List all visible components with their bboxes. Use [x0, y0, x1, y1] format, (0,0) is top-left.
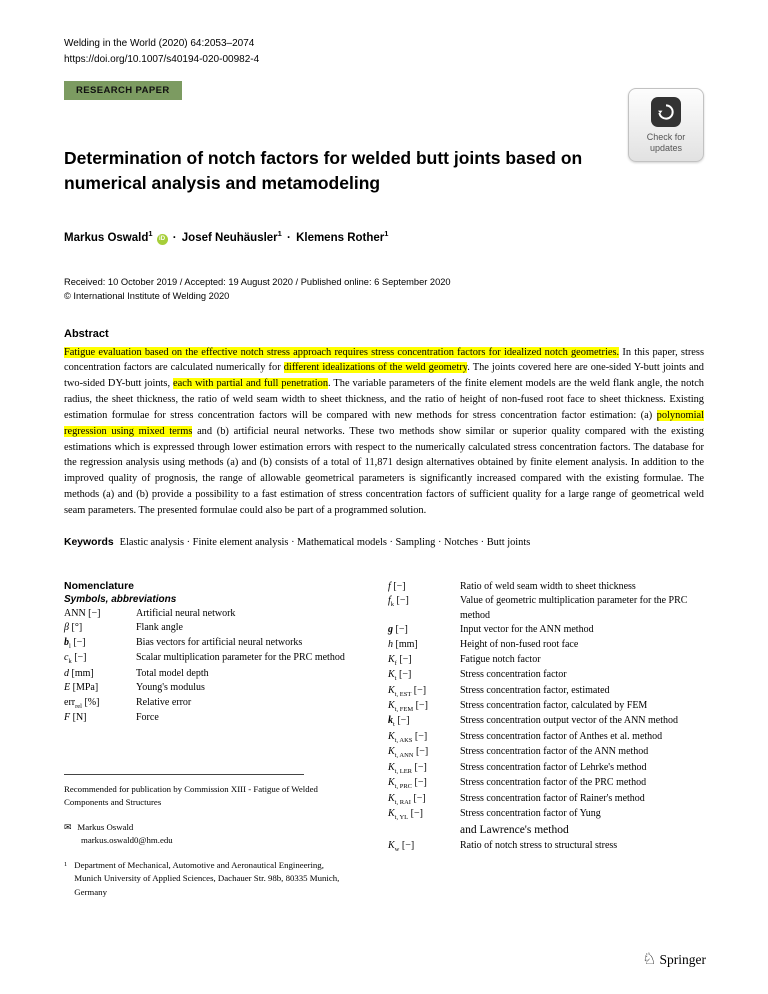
nomenclature-row: $f_k$ [−] Value of geometric multiplication parameter for the PRC method: [388, 595, 688, 621]
nomenclature-row: $K_{t, AKS}$ [−] Stress concentration factor of Anthes et al. method: [388, 730, 663, 744]
publisher-name: Springer: [659, 952, 706, 967]
check-for-updates-line1: Check for: [646, 132, 686, 142]
publisher-logo: [642, 952, 706, 968]
abstract-segment: Fatigue evaluation based on the effective notch stress approach requires stress concentration factors for idealized notch geometries.: [64, 346, 620, 358]
correspondence-line: [64, 821, 362, 834]
abstract-segment: different idealizations of the weld geometry: [283, 362, 468, 374]
nomenclature-row: err$_{rel}$ [%] Relative error: [64, 696, 192, 710]
abstract-segment: In this paper, stress concentration factors are calculated numerically for: [64, 346, 704, 374]
doi-link[interactable]: https://doi.org/10.1007/s40194-020-00982-4: [64, 53, 260, 65]
nomenclature-row: $K_{t, YL}$ [−] Stress concentration factor of Yung and Lawrence's method: [388, 808, 601, 836]
nomenclature-row: $K_{t, PRC}$ [−] Stress concentration factor of the PRC method: [388, 777, 647, 791]
abstract-segment: and (b) artificial neural networks. These two methods show similar or superior quality compared with the existing estimations which is expressed through lower estimation errors with respect to the numerically calculated stress concentration factors. The database for the regression analysis using methods (a) and (b) consists of a total of 11,871 design alternatives obtained by finite element analysis. In addition to the improved quality of prognosis, the range of allowable geometrical parameters is significantly increased compared with the existing formulae. The methods (a) and (b) provide a possibility to a fast estimation of stress concentration factors of sufficient quality for a large range of geometrical weld seam parameters. The presented formulae could also be part of a programmed solution.: [64, 425, 704, 516]
correspondence-email[interactable]: markus.oswald0@hm.edu: [81, 834, 173, 845]
abstract-segment: . The joints covered here are one-sided Y-butt joints and two-sided DY-butt joints,: [64, 362, 704, 390]
nomenclature-row: $K_{t, FEM}$ [−] Stress concentration factor, calculated by FEM: [388, 700, 648, 713]
nomenclature-row: $K_{t, ANN}$ [−] Stress concentration factor of the ANN method: [388, 746, 649, 760]
nomenclature-row: g [−] Input vector for the ANN method: [388, 624, 594, 636]
nomenclature-row: $b_l$ [−] Bias vectors for artificial neural networks: [64, 636, 303, 650]
abstract-segment: polynomial regression using mixed terms: [64, 409, 704, 437]
keywords-text: Elastic analysis · Finite element analysis · Mathematical models · Sampling · Notches · Butt joints: [119, 536, 531, 548]
recommended-note: Recommended for publication by Commission XIII - Fatigue of Welded Components and Structures: [64, 784, 318, 808]
nomenclature-left: [64, 607, 362, 726]
keywords-label: Keywords: [64, 536, 114, 548]
nomenclature-row: f [−] Ratio of weld seam width to sheet thickness: [388, 580, 636, 592]
article-history: Received: 10 October 2019 / Accepted: 19 August 2020 / Published online: 6 September 2020: [64, 276, 451, 287]
authors-line: [64, 229, 704, 245]
check-for-updates-line2: updates: [649, 143, 683, 154]
correspondence-name: Markus Oswald: [77, 822, 134, 833]
nomenclature-row: ANN [−] Artificial neural network: [64, 607, 236, 619]
abstract-text: [64, 345, 704, 519]
footnote-block: [64, 774, 362, 899]
author-separator: ·: [169, 231, 180, 244]
nomenclature-row: $K_t$ [−] Stress concentration factor: [388, 669, 567, 683]
nomenclature-right-column: [388, 580, 704, 900]
article-type-badge: RESEARCH PAPER: [64, 81, 182, 100]
affiliation-line: [64, 859, 344, 900]
nomenclature-row: $K_w$ [−] Ratio of notch stress to structural stress: [388, 839, 618, 853]
author-name: Klemens Rother$^1$: [296, 229, 389, 244]
abstract-segment: each with partial and full penetration: [173, 378, 329, 390]
journal-citation: Welding in the World (2020) 64:2053–2074: [64, 38, 255, 49]
nomenclature-left-column: [64, 580, 362, 900]
author-name: Markus Oswald$^1$iD: [64, 232, 168, 244]
nomenclature-subheading: Symbols, abbreviations: [64, 593, 177, 605]
nomenclature-heading: Nomenclature: [64, 579, 135, 592]
abstract-heading: Abstract: [64, 327, 109, 340]
nomenclature-row: $K_{t, EST}$ [−] Stress concentration factor, estimated: [388, 684, 610, 698]
author-separator: ·: [283, 231, 295, 244]
author-name: Josef Neuhäusler$^1$: [181, 229, 282, 244]
crossmark-icon: [651, 97, 681, 127]
nomenclature-columns: [64, 580, 704, 900]
article-title: Determination of notch factors for welded butt joints based on numerical analysis and metamodeling: [64, 148, 583, 193]
check-for-updates-badge[interactable]: [628, 88, 704, 162]
nomenclature-row: h [mm] Height of non-fused root face: [388, 638, 579, 650]
nomenclature-right: [388, 580, 704, 855]
nomenclature-row: β [°] Flank angle: [64, 622, 183, 634]
nomenclature-row: $k_t$ [−] Stress concentration output vector of the ANN method: [388, 715, 679, 729]
springer-horse-icon: ♘: [642, 951, 657, 968]
orcid-icon[interactable]: iD: [157, 234, 168, 245]
nomenclature-row: $K_f$ [−] Fatigue notch factor: [388, 653, 541, 667]
footnote-divider: [64, 774, 304, 775]
abstract-segment: . The variable parameters of the finite element models are the weld flank angle, the notch radius, the sheet thickness, the ratio of weld seam width to sheet thickness, and the ratio of height of non-fused root face to sheet thickness. Existing estimation formulae for stress concentration factors will be compared with new methods for stress concentration factor estimation: (a): [64, 378, 705, 421]
nomenclature-row: $K_{t, LER}$ [−] Stress concentration factor of Lehrke's method: [388, 761, 647, 775]
nomenclature-row: d [mm] Total model depth: [64, 667, 209, 679]
keywords-line: [64, 537, 704, 548]
copyright-line: © International Institute of Welding 2020: [64, 291, 230, 302]
nomenclature-row: $c_k$ [−] Scalar multiplication parameter for the PRC method: [64, 652, 345, 666]
affiliation-marker: 1: [64, 860, 68, 868]
nomenclature-row: $K_{t, RAI}$ [−] Stress concentration factor of Rainer's method: [388, 792, 645, 806]
nomenclature-row: F [N] Force: [64, 712, 159, 724]
envelope-icon: ✉: [64, 822, 72, 833]
affiliation-text: Department of Mechanical, Automotive and Aeronautical Engineering, Munich University of Applied Sciences, Dachauer Str. 98b, 80335 Munich, Germany: [74, 859, 340, 897]
nomenclature-row: E [MPa] Young's modulus: [64, 682, 205, 694]
